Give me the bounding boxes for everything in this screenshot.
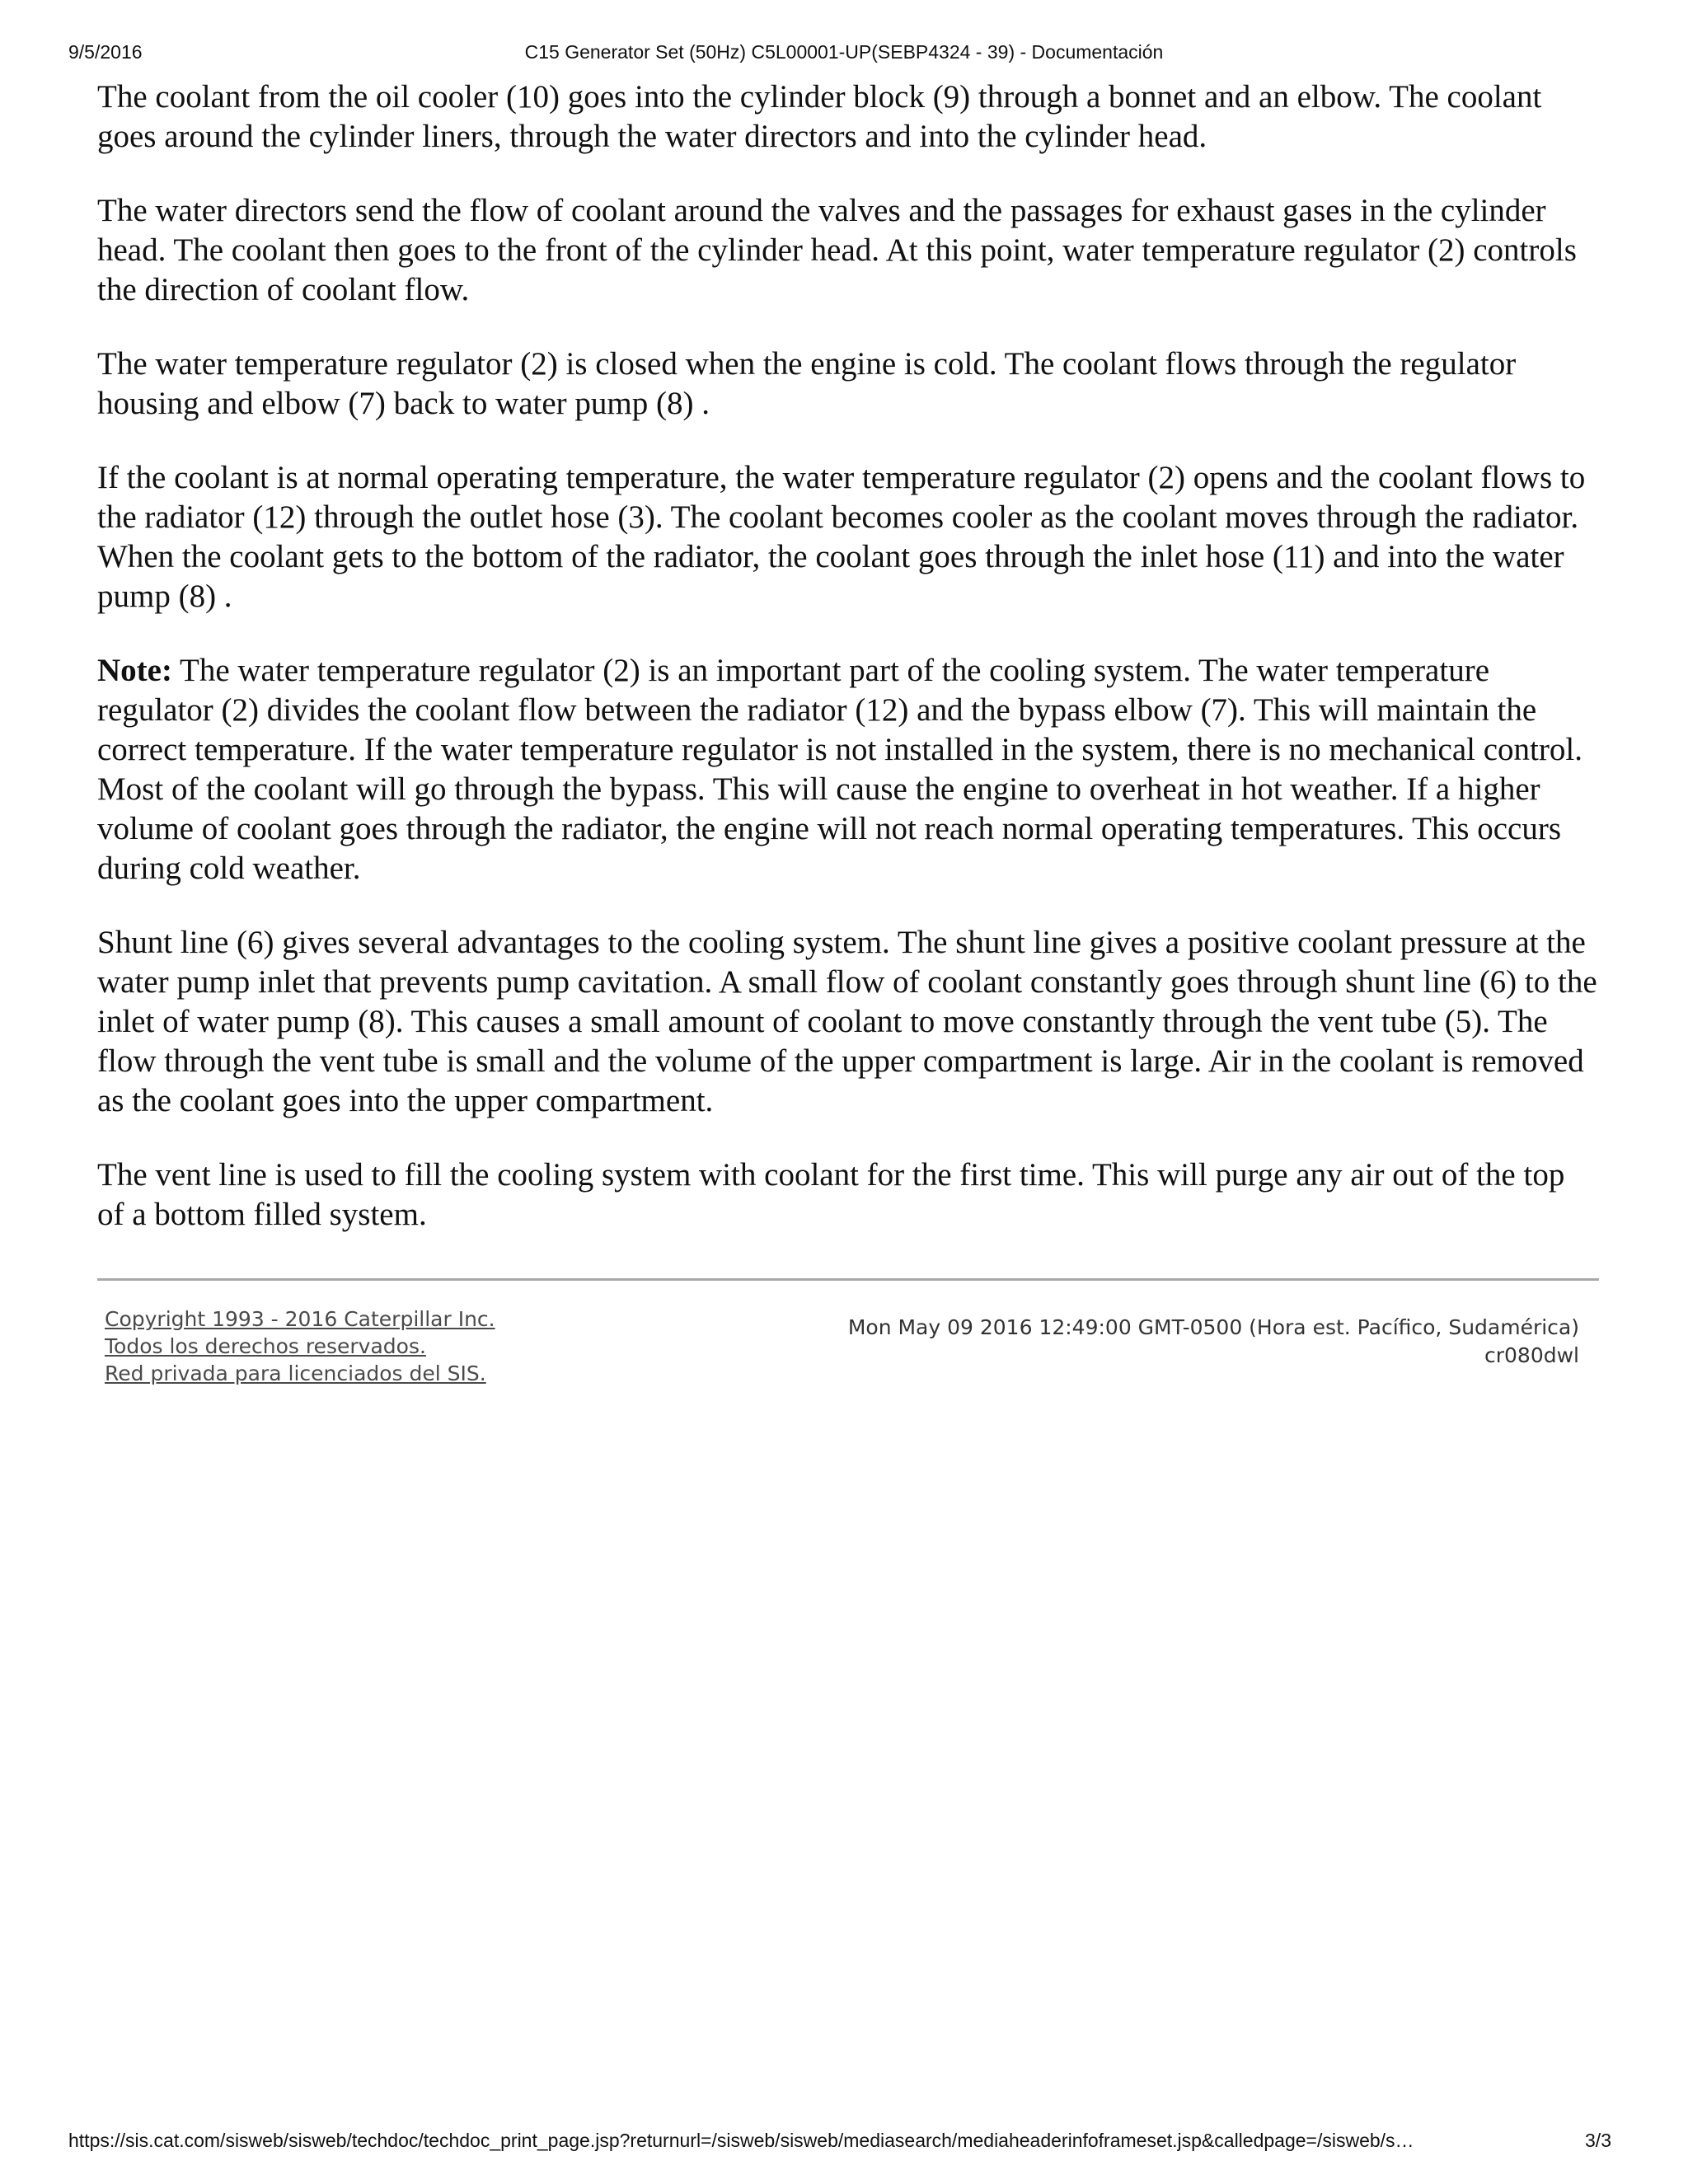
page-number: 3/3 — [1585, 2130, 1611, 2151]
paragraph-water-directors: The water directors send the flow of coolant around the valves and the passages for exhaust gases in the cylinder head. The coolant then goes to the front of the cylinder head. At this point, water temperature regulator (2) controls the direction of coolant flow. — [97, 193, 1577, 307]
print-date: 9/5/2016 — [68, 41, 143, 63]
paragraph-vent-line: The vent line is used to fill the cooling system with coolant for the first time. This will purge any air out of the top of a bottom filled system. — [97, 1157, 1565, 1232]
paragraph-shunt-line: Shunt line (6) gives several advantages to the cooling system. The shunt line gives a positive coolant pressure at the water pump inlet that prevents pump cavitation. A small flow of coolant constantly goes through shunt line (6) to the inlet of water pump (8). This causes a small amount of coolant to move constantly through the vent tube (5). The flow through the vent tube is small and the volume of the upper compartment is large. Air in the coolant is removed as the coolant goes into the upper compartment. — [97, 925, 1597, 1118]
rights-reserved-link[interactable]: Todos los derechos reservados. — [105, 1334, 426, 1358]
copyright-links — [105, 1305, 495, 1387]
paragraph-regulator-closed: The water temperature regulator (2) is closed when the engine is cold. The coolant flows through the regulator housing and elbow (7) back to water pump (8) . — [97, 346, 1517, 421]
print-header — [0, 41, 1688, 69]
footer-divider — [97, 1278, 1599, 1281]
document-body — [97, 77, 1599, 1269]
paragraph-normal-temperature: If the coolant is at normal operating temperature, the water temperature regulator (2) opens and the coolant flows to the radiator (12) through the outlet hose (3). The coolant becomes cooler as the coolant moves through the radiator. When the coolant gets to the bottom of the radiator, the coolant goes through the inlet hose (11) and into the water pump (8) . — [97, 460, 1586, 614]
private-network-link[interactable]: Red privada para licenciados del SIS. — [105, 1361, 486, 1385]
footer-timestamp: Mon May 09 2016 12:49:00 GMT-0500 (Hora est. Pacífico, Sudamérica) — [847, 1315, 1579, 1339]
copyright-link[interactable]: Copyright 1993 - 2016 Caterpillar Inc. — [105, 1307, 495, 1331]
footer-meta — [848, 1314, 1579, 1370]
document-title: C15 Generator Set (50Hz) C5L00001-UP(SEBP4324 - 39) - Documentación — [524, 41, 1164, 63]
footer-user-id: cr080dwl — [1484, 1343, 1579, 1367]
paragraph-coolant-oil-cooler: The coolant from the oil cooler (10) goes into the cylinder block (9) through a bonnet and an elbow. The coolant goes around the cylinder liners, through the water directors and into the cylinder head. — [97, 79, 1542, 154]
note-text: The water temperature regulator (2) is an important part of the cooling system. The water temperature regulator (2) divides the coolant flow between the radiator (12) and the bypass elbow (7). This will maintain the correct temperature. If the water temperature regulator is not installed in the system, there is no mechanical control. Most of the coolant will go through the bypass. This will cause the engine to overheat in hot weather. If a higher volume of coolant goes through the radiator, the engine will not reach normal operating temperatures. This occurs during cold weather. — [97, 653, 1582, 886]
note-paragraph — [97, 651, 1599, 888]
print-url: https://sis.cat.com/sisweb/sisweb/techdoc/techdoc_print_page.jsp?returnurl=/sisweb/sisweb/mediasearch/mediaheaderinfoframeset.jsp&calledpage=/sisweb/s… — [68, 2130, 1414, 2151]
note-label: Note: — [97, 653, 172, 688]
